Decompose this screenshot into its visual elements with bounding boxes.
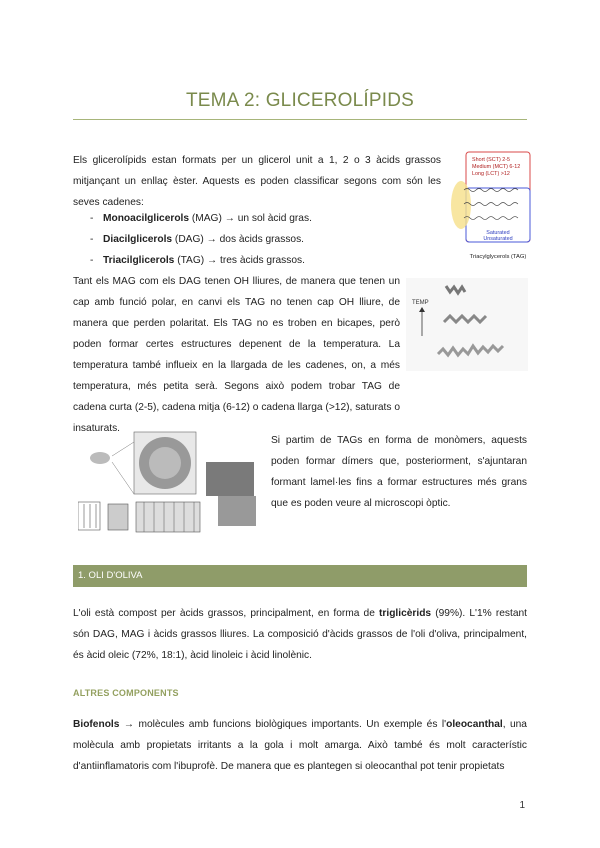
lamella-micrograph	[206, 462, 254, 496]
label-unsaturated: Unsaturated	[483, 236, 513, 242]
monomer-shape	[90, 452, 110, 464]
connector-line	[112, 442, 134, 456]
fatty-acid-chain	[464, 217, 518, 220]
intro-paragraph	[73, 150, 441, 213]
list-desc: (DAG) → dos àcids grassos.	[172, 234, 305, 245]
page-title: TEMA 2: GLICEROLÍPIDS	[185, 90, 415, 111]
crystal-micrograph-core	[149, 447, 181, 479]
glycerolipid-list	[73, 208, 441, 271]
fatty-acid-chain	[464, 189, 518, 192]
olive-oil-text-rest: (99%). L'1% restant són DAG, MAG i àcids grassos lliures. La composició d'àcids grassos de l'oli d'oliva, principalment, és àcid oleic (72%, 18:1), àcid linoleic i àcid linolènic.	[73, 608, 527, 661]
list-item	[73, 250, 441, 271]
olive-oil-paragraph	[73, 603, 527, 666]
glycerol-backbone	[451, 181, 471, 229]
olive-oil-text: L'oli està compost per àcids grassos, principalment, en forma de	[73, 608, 380, 619]
temperature-structures-figure	[406, 278, 528, 371]
label-saturated: Saturated	[486, 230, 510, 236]
biophenols-text: → molècules amb funcions biològiques importants. Un exemple és l'	[119, 719, 447, 730]
dimer-diagram	[78, 502, 100, 530]
list-desc: (MAG) → un sol àcid gras.	[189, 213, 312, 224]
temp-label: TEMP	[412, 300, 429, 306]
section-heading: 1. OLI D'OLIVA	[78, 570, 143, 581]
lamella-micrograph	[218, 496, 256, 526]
tag-caption: Triacylglycerols (TAG)	[469, 254, 527, 260]
list-term: Diacilglicerols	[103, 234, 173, 245]
legend-long: Long (LCT) >12	[472, 171, 510, 177]
page-number: 1	[519, 800, 525, 811]
list-desc: (TAG) → tres àcids grassos.	[174, 255, 305, 266]
biophenols-paragraph	[73, 714, 527, 777]
biophenols-term: Biofenols	[73, 719, 120, 730]
section-heading-bar	[73, 565, 527, 587]
lamellae-block	[136, 502, 200, 532]
list-item	[73, 208, 441, 229]
title-divider	[73, 119, 527, 120]
biophenols-text-rest: , una molècula amb propietats irritants a la gola i molt amarga. Això també és molt característic d'antiinflamatoris com l'ibuprofè. De manera que es plantegen si oleocanthal pot tenir propietats	[73, 719, 527, 772]
legend-medium: Medium (MCT) 6-12	[472, 164, 521, 170]
list-item	[73, 229, 441, 250]
fatty-acid-chain	[464, 203, 518, 206]
list-term: Monoacilglicerols	[103, 213, 190, 224]
tag-structure-figure	[448, 150, 538, 265]
subsection-heading: ALTRES COMPONENTS	[73, 688, 179, 698]
lamellae-stack	[108, 504, 128, 530]
intro-text: Els glicerolípids estan formats per un glicerol unit a 1, 2 o 3 àcids grassos mitjançant un enllaç èster. Aquests es poden classificar segons com són les seves cadenes:	[73, 155, 441, 208]
figure-background	[406, 278, 528, 371]
triglycerides-term: triglicèrids	[379, 608, 432, 619]
oleocanthal-term: oleocanthal	[446, 719, 503, 730]
legend-short: Short (SCT) 2-5	[472, 157, 511, 163]
monomer-paragraph: Si partim de TAGs en forma de monòmers, aquests poden formar dímers que, posteriorment, s'ajuntaran formant lamel·les fins a formar estructures més grans que es poden veure al microscopi òptic.	[271, 435, 527, 509]
microscopy-figure	[78, 428, 266, 536]
connector-line	[112, 462, 134, 494]
list-term: Triacilglicerols	[103, 255, 175, 266]
tag-paragraph: Tant els MAG com els DAG tenen OH lliures, de manera que tenen un cap amb funció polar, en canvi els TAG no tenen cap OH lliure, de manera que perden polaritat. Els TAG no es troben en bicapes, però poden formar certes estructures depenent de la temperatura. La temperatura també influeix en la llargada de les cadenes, on, a més temperatura, més petita serà. Segons això podem trobar TAG de cadena curta (2-5), cadena mitja (6-12) o cadena llarga (>12), saturats o insaturats.	[73, 276, 400, 434]
